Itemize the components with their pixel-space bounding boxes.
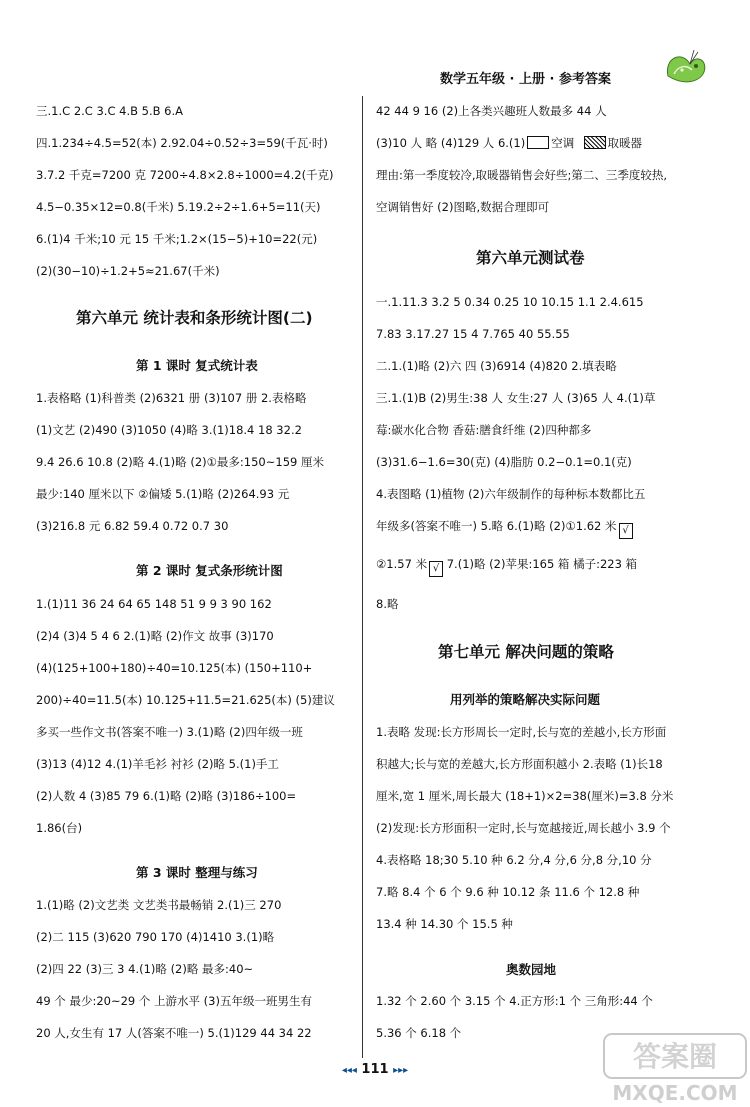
answer-line: 1.表格略 (1)科普类 (2)6321 册 (3)107 册 2.表格略	[36, 391, 307, 405]
unit6-title: 第六单元 统计表和条形统计图(二)	[76, 309, 313, 327]
legend-answer-line	[376, 135, 642, 151]
answer-line: (1)文艺 (2)490 (3)1050 (4)略 3.(1)18.4 18 32.2	[36, 423, 302, 437]
watermark-text: 答案圈	[632, 1040, 718, 1073]
answer-line: 13.4 种 14.30 个 15.5 种	[376, 917, 513, 931]
answer-line: 1.表略 发现:长方形周长一定时,长与宽的差越小,长方形面	[376, 725, 667, 739]
answer-line: (2)4 (3)4 5 4 6 2.(1)略 (2)作文 故事 (3)170	[36, 629, 274, 643]
olympiad-title: 奥数园地	[506, 962, 557, 977]
answer-line: 5.36 个 6.18 个	[376, 1026, 462, 1040]
answer-line: 4.5−0.35×12=0.8(千米) 5.19.2÷2÷1.6+5=11(天)	[36, 200, 321, 214]
answer-line: 四.1.234÷4.5=52(本) 2.92.04÷0.52÷3=59(千瓦·时)	[36, 136, 328, 150]
unit6-test-title: 第六单元测试卷	[476, 249, 585, 267]
answer-line: 7.83 3.17.27 15 4 7.765 40 55.55	[376, 327, 570, 341]
answer-line: (4)(125+100+180)÷40=10.125(本) (150+110+	[36, 661, 313, 675]
column-divider	[362, 96, 363, 1058]
answer-line: (2)发现:长方形面积一定时,长与宽越接近,周长越小 3.9 个	[376, 821, 671, 835]
legend-prefix: (3)10 人 略 (4)129 人 6.(1)	[376, 136, 526, 150]
answer-line: (3)216.8 元 6.82 59.4 0.72 0.7 30	[36, 519, 229, 533]
answer-line: 一.1.11.3 3.2 5 0.34 0.25 10 10.15 1.1 2.4.615	[376, 295, 644, 309]
answer-line: (3)31.6−1.6=30(克) (4)脂肪 0.2−0.1=0.1(克)	[376, 455, 632, 469]
answer-line: 1.32 个 2.60 个 3.15 个 4.正方形:1 个 三角形:44 个	[376, 994, 653, 1008]
answer-line: 4.表图略 (1)植物 (2)六年级制作的每种标本数都比五	[376, 487, 646, 501]
legend-hatched-box-icon	[584, 136, 606, 149]
answer-line: 42 44 9 16 (2)上各类兴趣班人数最多 44 人	[376, 104, 607, 118]
answer-line: 积越大;长与宽的差越大,长方形面积越小 2.表略 (1)长18	[376, 757, 663, 771]
answer-line: 6.(1)4 千米;10 元 15 千米;1.2×(15−5)+10=22(元)	[36, 232, 318, 246]
answer-line-with-check	[376, 556, 637, 577]
watermark-url: MXQE.COM	[612, 1081, 738, 1105]
answer-line: (2)(30−10)÷1.2+5≈21.67(千米)	[36, 264, 220, 278]
check-mark-icon: √	[429, 561, 443, 577]
answer-line: (2)二 115 (3)620 790 170 (4)1410 3.(1)略	[36, 930, 275, 944]
answer-line: 厘米,宽 1 厘米,周长最大 (18+1)×2=38(厘米)=3.8 分米	[376, 789, 674, 803]
lesson3-title: 第 3 课时 整理与练习	[136, 865, 258, 880]
page-number-text: 111	[361, 1062, 389, 1077]
answer-line: 最少:140 厘米以下 ②偏矮 5.(1)略 (2)264.93 元	[36, 487, 290, 501]
answer-line: 49 个 最少:20~29 个 上游水平 (3)五年级一班男生有	[36, 994, 312, 1008]
answer-line: 1.86(台)	[36, 821, 83, 835]
legend-empty-box-icon	[527, 136, 549, 149]
legend-ac-label: 空调	[551, 136, 575, 150]
prev-arrows-icon: ◂◂◂	[341, 1065, 357, 1076]
check-line-post: 7.(1)略 (2)苹果:165 箱 橘子:223 箱	[443, 557, 638, 571]
answer-line: 200)÷40=11.5(本) 10.125+11.5=21.625(本) (5)建议	[36, 693, 335, 707]
answer-line: 空调销售好 (2)图略,数据合理即可	[376, 200, 550, 214]
answer-line: 9.4 26.6 10.8 (2)略 4.(1)略 (2)①最多:150~159 厘米	[36, 455, 324, 469]
answer-line-with-check	[376, 518, 633, 539]
check-line-text: 年级多(答案不唯一) 5.略 6.(1)略 (2)①1.62 米	[376, 519, 617, 533]
answer-line: 7.略 8.4 个 6 个 9.6 种 10.12 条 11.6 个 12.8 种	[376, 885, 640, 899]
answer-line: 三.1.(1)B (2)男生:38 人 女生:27 人 (3)65 人 4.(1)草	[376, 391, 656, 405]
answer-line: (2)人数 4 (3)85 79 6.(1)略 (2)略 (3)186÷100=	[36, 789, 297, 803]
check-mark-icon: √	[619, 523, 633, 539]
watermark-logo	[600, 1030, 750, 1107]
answer-line: 1.(1)11 36 24 64 65 148 51 9 9 3 90 162	[36, 597, 272, 611]
answer-line: 20 人,女生有 17 人(答案不唯一) 5.(1)129 44 34 22	[36, 1026, 312, 1040]
answer-line: 理由:第一季度较冷,取暖器销售会好些;第二、三季度较热,	[376, 168, 668, 182]
check-line-pre: ②1.57 米	[376, 557, 428, 571]
answer-line: 多买一些作文书(答案不唯一) 3.(1)略 (2)四年级一班	[36, 725, 303, 739]
answer-line: (3)13 (4)12 4.(1)羊毛衫 衬衫 (2)略 5.(1)手工	[36, 757, 279, 771]
answer-line: 1.(1)略 (2)文艺类 文艺类书最畅销 2.(1)三 270	[36, 898, 282, 912]
page-number	[310, 1062, 440, 1082]
answer-line: 3.7.2 千克=7200 克 7200÷4.8×2.8÷1000=4.2(千克)	[36, 168, 334, 182]
answer-line: (2)四 22 (3)三 3 4.(1)略 (2)略 最多:40~	[36, 962, 254, 976]
unit7-title: 第七单元 解决问题的策略	[438, 643, 614, 661]
next-arrows-icon: ▸▸▸	[393, 1065, 409, 1076]
legend-heater-label: 取暖器	[607, 136, 643, 150]
butterfly-logo-icon	[660, 46, 710, 90]
page-header-title: 数学五年级 · 上册 · 参考答案	[440, 72, 611, 87]
answer-line: 二.1.(1)略 (2)六 四 (3)6914 (4)820 2.填表略	[376, 359, 617, 373]
lesson2-title: 第 2 课时 复式条形统计图	[136, 563, 283, 578]
answer-line: 莓:碳水化合物 香菇:膳食纤维 (2)四种都多	[376, 423, 592, 437]
lesson1-title: 第 1 课时 复式统计表	[136, 358, 258, 373]
answer-line: 4.表格略 18;30 5.10 种 6.2 分,4 分,6 分,8 分,10 分	[376, 853, 652, 867]
answer-line: 8.略	[376, 597, 399, 611]
answer-line: 三.1.C 2.C 3.C 4.B 5.B 6.A	[36, 104, 184, 118]
unit7-subtitle: 用列举的策略解决实际问题	[450, 692, 601, 707]
